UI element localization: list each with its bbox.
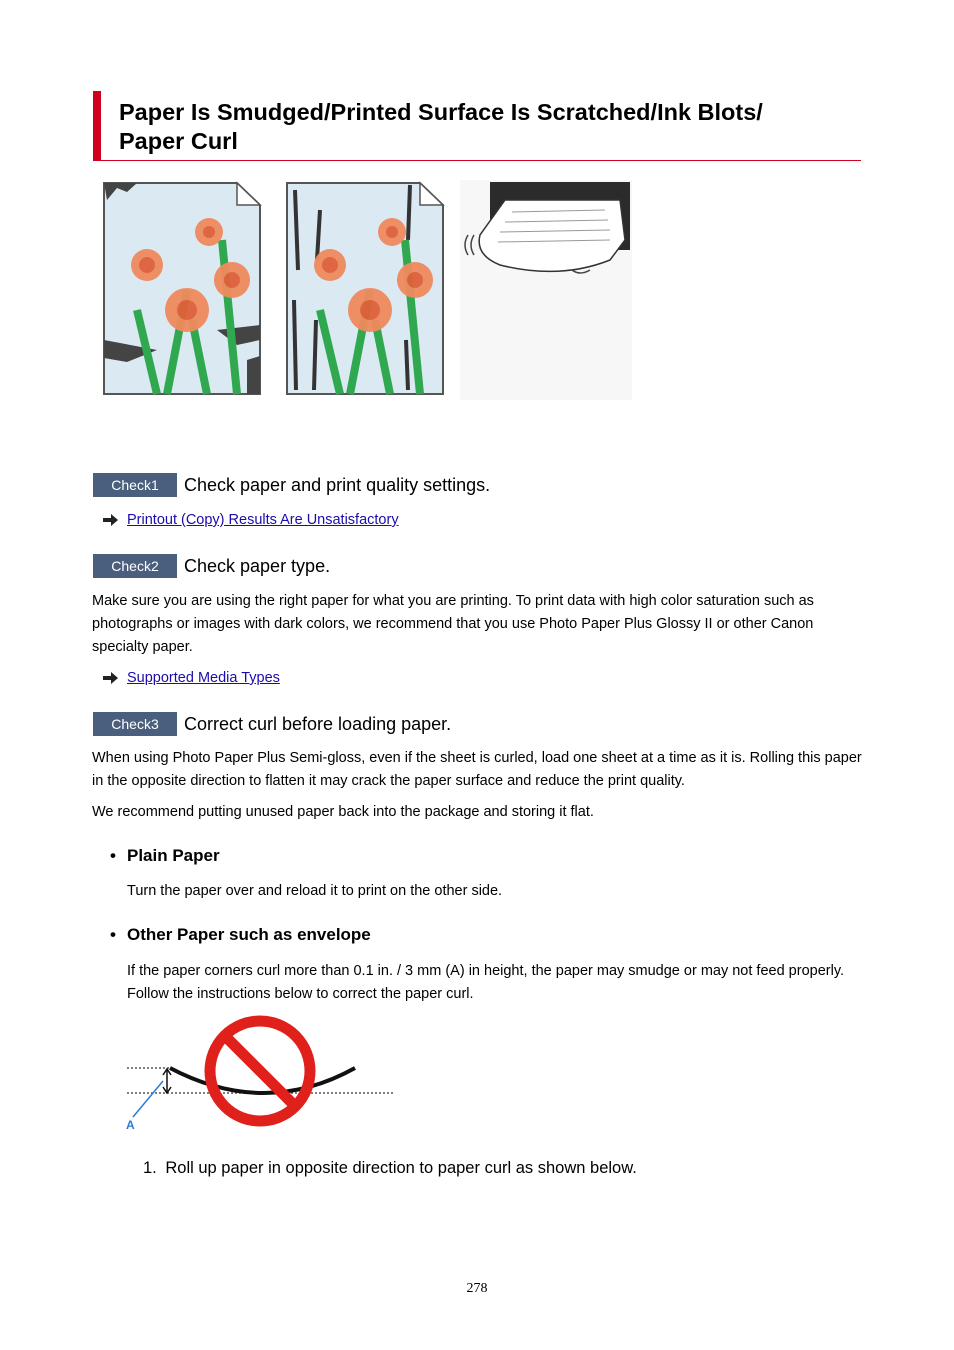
page-title-block xyxy=(93,91,861,161)
step-1 xyxy=(143,1159,637,1178)
check2-row xyxy=(93,554,330,578)
plain-paper-body: Turn the paper over and reload it to print on the other side. xyxy=(127,883,503,899)
check2-badge: Check2 xyxy=(93,554,177,578)
page-title-line1: Paper Is Smudged/Printed Surface Is Scratched/Ink Blots/ xyxy=(119,99,763,125)
plain-paper-heading-text: Plain Paper xyxy=(127,846,220,865)
smudged-paper-illustration xyxy=(97,180,265,400)
scratched-paper-illustration xyxy=(280,180,448,400)
supported-media-types-link[interactable]: Supported Media Types xyxy=(127,670,280,686)
check2-body: Make sure you are using the right paper for what you are printing. To print data with high color saturation such as photographs or images with dark colors, we recommend that you use Photo Paper Plus Glossy II or other Canon specialty paper. xyxy=(92,593,814,655)
other-paper-body: If the paper corners curl more than 0.1 in. / 3 mm (A) in height, the paper may smudge or may not feed properly. Follow the instructions below to correct the paper curl. xyxy=(127,963,845,1002)
check1-row xyxy=(93,473,490,497)
bullet-icon: • xyxy=(110,846,116,865)
page-title-line2: Paper Curl xyxy=(119,128,238,154)
page-title xyxy=(119,98,763,156)
curl-warning-illustration xyxy=(125,1013,397,1133)
other-paper-heading xyxy=(110,925,371,945)
check1-link-row xyxy=(103,510,399,530)
check2-link-row xyxy=(103,668,280,688)
printout-results-link[interactable]: Printout (Copy) Results Are Unsatisfactory xyxy=(127,512,399,528)
check1-badge: Check1 xyxy=(93,473,177,497)
check3-body2: We recommend putting unused paper back into the package and storing it flat. xyxy=(92,804,594,820)
bullet-icon: • xyxy=(110,925,116,944)
curl-label-a: A xyxy=(126,1118,135,1132)
check3-row xyxy=(93,712,451,736)
other-paper-heading-text: Other Paper such as envelope xyxy=(127,925,371,944)
page-number: 278 xyxy=(466,1281,488,1296)
plain-paper-heading xyxy=(110,846,220,866)
step-text: Roll up paper in opposite direction to paper curl as shown below. xyxy=(165,1159,637,1177)
curled-paper-illustration xyxy=(460,180,632,400)
check3-body1: When using Photo Paper Plus Semi-gloss, even if the sheet is curled, load one sheet at a time as it is. Rolling this paper in the opposite direction to flatten it may crack the paper surface and reduce the print quality. xyxy=(92,750,862,789)
arrow-right-icon xyxy=(103,514,119,526)
check3-badge: Check3 xyxy=(93,712,177,736)
step-number: 1. xyxy=(143,1159,157,1177)
check2-title: Check paper type. xyxy=(184,555,331,576)
check1-title: Check paper and print quality settings. xyxy=(184,474,491,495)
arrow-right-icon xyxy=(103,672,119,684)
check3-title: Correct curl before loading paper. xyxy=(184,713,452,734)
